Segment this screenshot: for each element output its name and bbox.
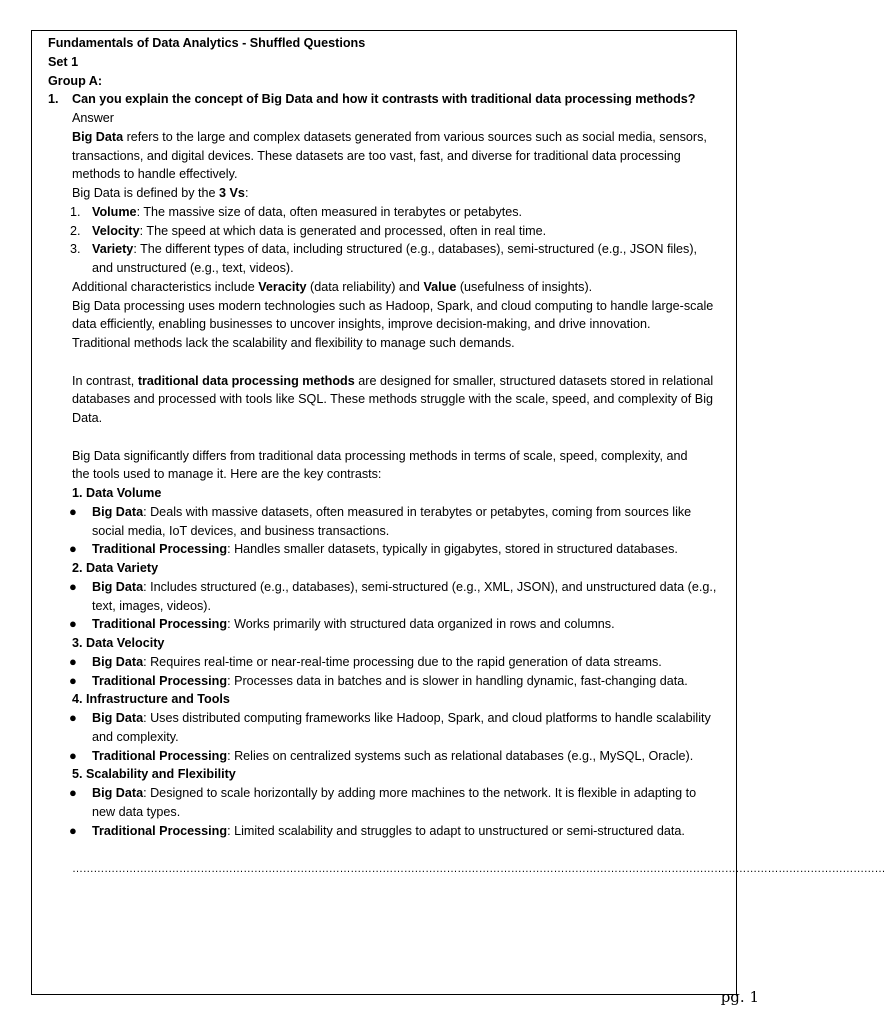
extra-pre: Additional characteristics include	[72, 279, 259, 294]
question-number: 1.	[48, 92, 59, 107]
list-text: : Requires real-time or near-real-time processing due to the rapid generation of data streams.	[143, 654, 662, 669]
intro-text: refers to the large and complex datasets generated from various sources such as social media, sensors,	[123, 129, 707, 144]
document-title: Fundamentals of Data Analytics - Shuffled Questions	[48, 36, 366, 50]
bullet-icon: ●	[69, 541, 77, 557]
contrast-post: are designed for smaller, structured datasets stored in relational	[354, 373, 714, 388]
bullet-icon: ●	[69, 578, 77, 594]
list-text: : The speed at which data is generated and processed, often in real time.	[139, 223, 547, 238]
extra-post: (usefulness of insights).	[456, 279, 593, 294]
section-heading: 2. Data Variety	[72, 561, 159, 575]
list-item	[48, 784, 738, 803]
differs-line-1: Big Data significantly differs from traditional data processing methods in terms of scale, speed, complexity, and	[72, 448, 688, 463]
section-heading: 1. Data Volume	[72, 486, 162, 500]
three-vs-intro	[48, 184, 738, 203]
answer-label: Answer	[72, 111, 114, 125]
vs-item-velocity	[48, 222, 738, 241]
term-traditional: traditional data processing methods	[137, 373, 355, 388]
list-item	[48, 747, 738, 766]
list-term: Traditional Processing	[92, 542, 228, 557]
list-text: : Includes structured (e.g., databases), semi-structured (e.g., XML, JSON), and unstructured data (e.g.,	[143, 579, 717, 594]
intro-line-1	[48, 128, 738, 147]
list-item	[48, 672, 738, 691]
bullet-icon: ●	[69, 747, 77, 763]
list-text: : Handles smaller datasets, typically in gigabytes, stored in structured databases.	[227, 542, 678, 557]
bullet-icon: ●	[69, 672, 77, 688]
list-item	[48, 578, 738, 597]
question-heading	[48, 90, 738, 109]
list-term: Big Data	[92, 579, 144, 594]
list-term: Big Data	[92, 711, 144, 725]
bullet-icon: ●	[69, 653, 77, 669]
contrast-line-3: Data.	[72, 411, 103, 425]
dotted-separator: …………………………………………………………………………………………………………………………………………………………………………………………………………	[72, 863, 885, 875]
list-number: 2.	[70, 223, 81, 238]
list-item	[48, 653, 738, 672]
intro-line-2: transactions, and digital devices. These datasets are too vast, fast, and diverse for traditional data processing	[72, 148, 681, 163]
list-item	[48, 615, 738, 634]
list-term: Velocity	[92, 223, 140, 238]
list-item	[48, 503, 738, 522]
list-text: : Relies on centralized systems such as relational databases (e.g., MySQL, Oracle).	[227, 748, 694, 763]
list-term: Variety	[92, 242, 134, 257]
term-big-data: Big Data	[72, 129, 124, 144]
three-vs-bold: 3 Vs	[219, 186, 245, 200]
list-item-cont: and complexity.	[92, 729, 179, 744]
processing-line-2: data efficiently, enabling businesses to uncover insights, improve decision-making, and drive innovation.	[72, 317, 651, 332]
list-term: Big Data	[92, 786, 144, 800]
contrast-line-2: databases and processed with tools like SQL. These methods struggle with the scale, speed, and complexity of Big	[72, 392, 714, 407]
intro-line-3: methods to handle effectively.	[72, 167, 238, 182]
list-item	[48, 822, 738, 841]
contrast-line-1	[48, 372, 738, 391]
list-term: Big Data	[92, 654, 144, 669]
list-item	[48, 540, 738, 559]
term-veracity: Veracity	[258, 279, 307, 294]
list-term: Volume	[92, 204, 137, 219]
three-vs-pre: Big Data is defined by the	[72, 186, 220, 200]
section-heading: 4. Infrastructure and Tools	[72, 692, 230, 707]
section-heading: 5. Scalability and Flexibility	[72, 767, 236, 782]
set-label: Set 1	[48, 54, 79, 69]
list-text: : Designed to scale horizontally by adding more machines to the network. It is flexible in adapting to	[143, 786, 697, 800]
term-value: Value	[423, 279, 457, 294]
list-number: 1.	[70, 204, 81, 219]
list-text: : Deals with massive datasets, often measured in terabytes or petabytes, coming from sources like	[143, 504, 692, 519]
bullet-icon: ●	[69, 503, 77, 519]
vs-item-variety	[48, 240, 738, 259]
list-text: : The different types of data, including structured (e.g., databases), semi-structured (e.g., JSON files),	[133, 242, 698, 257]
list-item	[48, 709, 738, 728]
bullet-icon: ●	[69, 616, 77, 632]
section-heading: 3. Data Velocity	[72, 636, 165, 650]
three-vs-post: :	[244, 186, 249, 200]
vs-item-variety-cont: and unstructured (e.g., text, videos).	[92, 261, 294, 275]
list-text: : Works primarily with structured data organized in rows and columns.	[227, 617, 615, 632]
extra-mid: (data reliability) and	[306, 279, 424, 294]
list-item-cont: social media, IoT devices, and business transactions.	[92, 523, 390, 538]
vs-item-volume	[48, 203, 738, 222]
processing-line-1: Big Data processing uses modern technologies such as Hadoop, Spark, and cloud computing to handle large-scale	[72, 298, 714, 313]
list-text: : Uses distributed computing frameworks like Hadoop, Spark, and cloud platforms to handle scalability	[143, 711, 711, 725]
list-term: Traditional Processing	[92, 617, 228, 632]
list-term: Traditional Processing	[92, 673, 228, 688]
list-term: Traditional Processing	[92, 748, 228, 763]
extra-characteristics	[48, 278, 738, 297]
list-item-cont: new data types.	[92, 804, 181, 819]
processing-line-3: Traditional methods lack the scalability and flexibility to manage such demands.	[72, 336, 515, 350]
list-term: Big Data	[92, 504, 144, 519]
question-text: Can you explain the concept of Big Data and how it contrasts with traditional data processing methods?	[72, 92, 696, 107]
bullet-icon: ●	[69, 822, 77, 838]
group-label: Group A:	[48, 73, 103, 88]
list-term: Traditional Processing	[92, 823, 228, 838]
page-number: pg. 1	[720, 988, 759, 1006]
list-text: : Processes data in batches and is slower in handling dynamic, fast-changing data.	[227, 673, 688, 688]
bullet-icon: ●	[69, 785, 77, 800]
list-number: 3.	[70, 242, 81, 257]
bullet-icon: ●	[69, 710, 77, 725]
list-text: : Limited scalability and struggles to adapt to unstructured or semi-structured data.	[227, 823, 685, 838]
list-text: : The massive size of data, often measured in terabytes or petabytes.	[136, 204, 523, 219]
list-item-cont: text, images, videos).	[92, 598, 211, 613]
document-body	[48, 34, 738, 840]
contrast-pre: In contrast,	[72, 373, 138, 388]
differs-line-2: the tools used to manage it. Here are the key contrasts:	[72, 467, 382, 482]
